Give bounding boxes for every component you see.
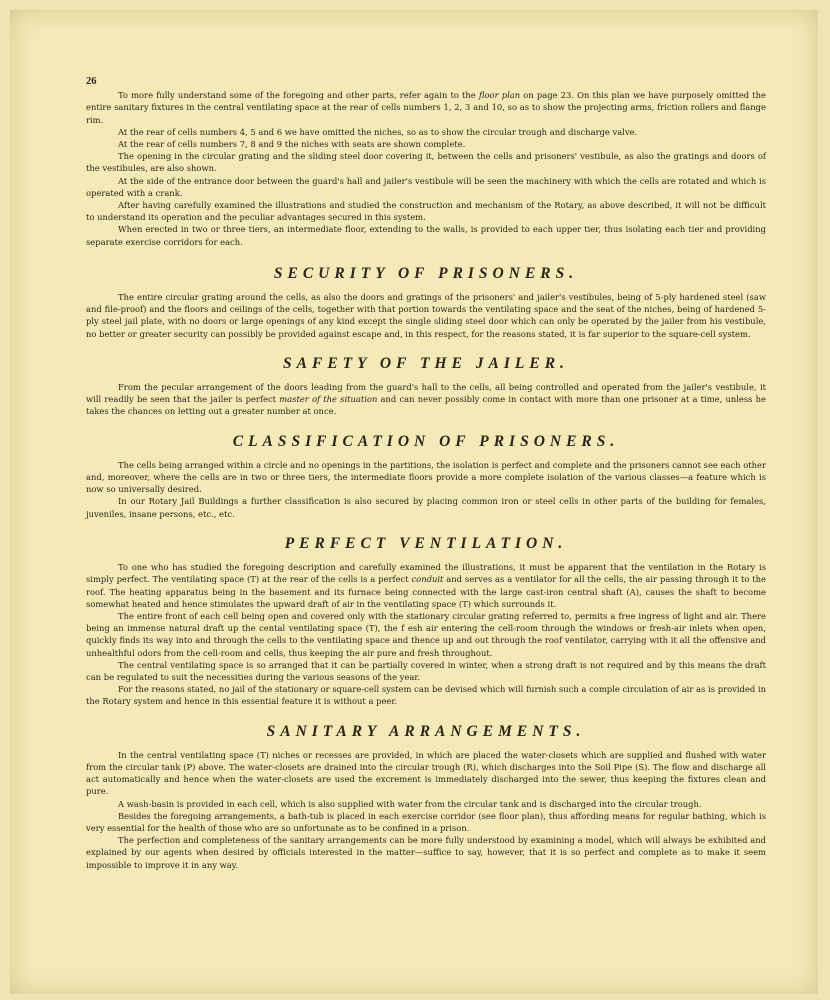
text-run: on page 23. On this plan we have purposely omitted the entire sanitary fixtures in the central ventilating space at the rear of cells numbers 1, 2, 3 and 10, so as to show the projecting arms, friction rollers and flange rim. xyxy=(86,90,766,125)
intro-paragraph: When erected in two or three tiers, an intermediate floor, extending to the walls, is provided to each upper tier, thus isolating each tier and providing separate exercise corridors for each. xyxy=(86,224,766,247)
intro-paragraph: After having carefully examined the illustrations and studied the construction and mechanism of the Rotary, as above described, it will not be difficult to understand its operation and the peculiar advantages secured in this system. xyxy=(86,200,766,223)
ventilation-paragraph: For the reasons stated, no jail of the stationary or square-cell system can be devised which will furnish such a comple circulation of air as is provided in the Rotary system and hence in this essential feature it is without a peer. xyxy=(86,684,766,707)
safety-paragraph xyxy=(86,381,766,418)
intro-paragraph xyxy=(86,89,766,126)
classification-paragraph: In our Rotary Jail Buildings a further classification is also secured by placing common iron or steel cells in other parts of the building for females, juveniles, insane persons, etc., etc. xyxy=(86,496,766,519)
sanitary-paragraph: A wash-basin is provided in each cell, which is also supplied with water from the circular tank and is discharged into the circular trough. xyxy=(118,798,702,809)
ventilation-paragraph: The entire front of each cell being open and covered only with the stationary circular grating referred to, permits a free ingress of light and air. There being an immense natural draft up the cental ventilating space (T), the f esh air entering the cell-room through the windows or fresh-air inlets when open, quickly finds its way into and through the cells to the ventilating space and thence up and out through the roof ventilator, carrying with it all the offensive and unhealthful odors from the cell-room and cells, thus keeping the air pure and fresh throughout. xyxy=(86,610,766,658)
document-page xyxy=(10,10,818,994)
section-heading-security: SECURITY OF PRISONERS. xyxy=(273,264,579,282)
section-heading-sanitary: SANITARY ARRANGEMENTS. xyxy=(266,722,586,740)
italic-run: conduit xyxy=(411,574,444,585)
text-run: To more fully understand some of the foregoing and other parts, refer again to the xyxy=(118,90,479,101)
intro-paragraph: At the rear of cells numbers 7, 8 and 9 the niches with seats are shown complete. xyxy=(118,139,466,150)
security-paragraph: The entire circular grating around the cells, as also the doors and gratings of the prisoners' and jailer's vestibules, being of 5-ply hardened steel (saw and file-proof) and the floors and ceilings of the cells, together with that portion towards the ventilating space and the seat of the niches, being of hardened 5-ply steel jail plate, with no doors or large openings of any kind except the single sliding steel door which can only be operated by the jailer from his vestibule, no better or greater security can possibly be provided against escape and, in this respect, for the reasons stated, it is far superior to the square-cell system. xyxy=(86,292,766,339)
text-run: and can never possibly come in contact with more than one prisoner at a time, unless he takes the chances on letting out a greater number at once. xyxy=(86,394,766,417)
sanitary-paragraph: In the central ventilating space (T) niches or recesses are provided, in which are placed the water-closets which are supplied and flushed with water from the circular tank (P) above. The water-closets are drained into the circular trough (R), which discharges into the Soil Pipe (S). The flow and discharge all act automatically and hence when the water-closets are used the excrement is immediately discharged into the sewer, thus keeping the fixtures clean and pure. xyxy=(86,749,766,797)
sanitary-paragraph: The perfection and completeness of the sanitary arrangements can be more fully understood by examining a model, which will always be exhibited and explained by our agents when desired by officials interested in the matter—suffice to say, however, that it is so perfect and complete as to make it seem impossible to improve it in any way. xyxy=(86,835,766,870)
intro-paragraph: At the rear of cells numbers 4, 5 and 6 we have omitted the niches, so as to show the circular trough and discharge valve. xyxy=(118,126,638,137)
sanitary-paragraph: Besides the foregoing arrangements, a bath-tub is placed in each exercise corridor (see floor plan), thus affording means for regular bathing, which is very essential for the health of those who are so unfortunate as to be confined in a prison. xyxy=(86,810,766,833)
classification-paragraph: The cells being arranged within a circle and no openings in the partitions, the isolation is perfect and complete and the prisoners cannot see each other and, moreover, where the cells are in two or three tiers, the intermediate floors provide a more complete isolation of the various classes—a feature which is now so universally desired. xyxy=(86,459,766,495)
section-heading-classification: CLASSIFICATION OF PRISONERS. xyxy=(232,432,620,450)
italic-run: floor plan xyxy=(478,90,521,101)
section-heading-safety: SAFETY OF THE JAILER. xyxy=(283,354,569,372)
page-content xyxy=(86,76,766,871)
text-run: and serves as a ventilator for all the cells, the air passing through it to the roof. The heating apparatus being in the basement and its furnace being connected with the large cast-iron central shaft (A), causes the shaft to become somewhat heated and hence stimulates the upward draft of air in the ventilating space (T) which surrounds it. xyxy=(86,574,766,609)
page-number: 26 xyxy=(86,76,97,87)
italic-run: master of the situation xyxy=(279,394,378,405)
text-run: To one who has studied the foregoing description and carefully examined the illustrations, it must be apparent that the ventilation in the Rotary is simply perfect. The ventilating space (T) at the rear of the cells is a perfect xyxy=(86,562,766,585)
ventilation-paragraph xyxy=(86,561,766,610)
text-run: From the pecular arrangement of the doors leading from the guard's hall to the cells, all being controlled and operated from the jailer's vestibule, it will readily be seen that the jailer is perfect xyxy=(86,382,766,405)
intro-paragraph: The opening in the circular grating and the sliding steel door covering it, between the cells and prisoners' vestibule, as also the gratings and doors of the vestibules, are also shown. xyxy=(86,151,766,174)
section-heading-ventilation: PERFECT VENTILATION. xyxy=(284,534,568,552)
intro-paragraph: At the side of the entrance door between the guard's hall and jailer's vestibule will be seen the machinery with which the cells are rotated and which is operated with a crank. xyxy=(86,175,766,198)
ventilation-paragraph: The central ventilating space is so arranged that it can be partially covered in winter, when a strong draft is not required and by this means the draft can be regulated to suit the necessities during the various seasons of the year. xyxy=(86,659,766,682)
